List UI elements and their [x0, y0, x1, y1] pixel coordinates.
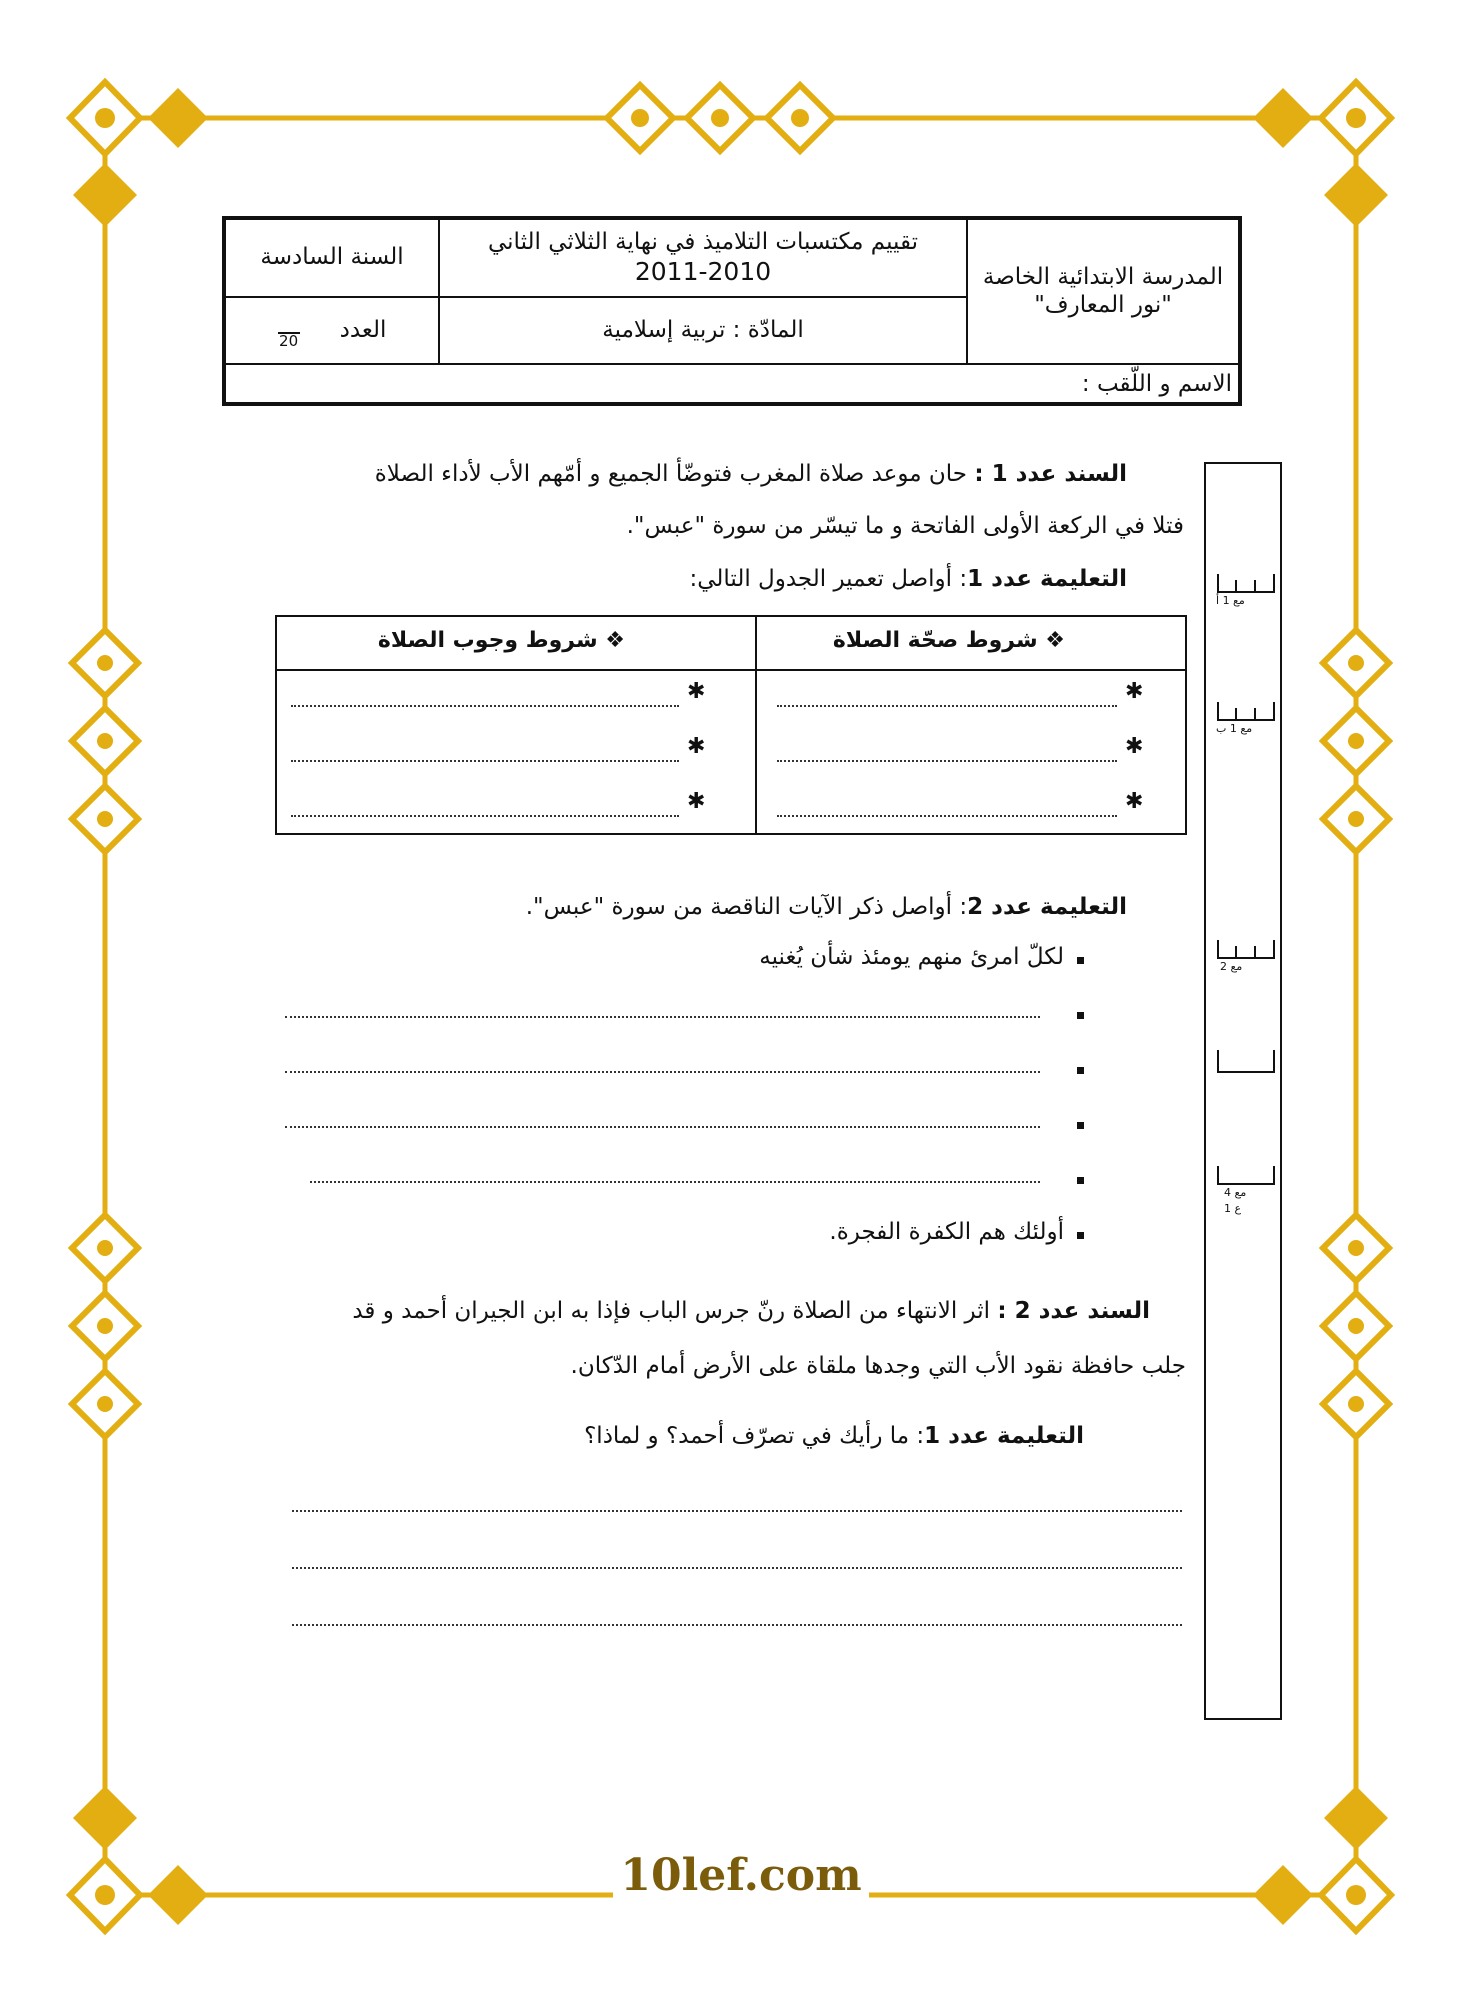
verse-last: أولئك هم الكفرة الفجرة.	[829, 1219, 1064, 1245]
site-watermark: 10lef.com	[613, 1850, 869, 1901]
instruction-3-text: : ما رأيك في تصرّف أحمد؟ و لماذا؟	[584, 1423, 925, 1449]
document-2-label: السند عدد 2 :	[997, 1298, 1150, 1324]
answer-line[interactable]	[777, 760, 1117, 762]
score-box	[226, 298, 438, 363]
row-star: ✱	[687, 789, 706, 814]
document-2-text1: اثر الانتهاء من الصلاة رنّ جرس الباب فإذا به ابن الجيران أحمد و قد	[352, 1298, 991, 1324]
school-name-line2: "نور المعارف"	[1034, 291, 1172, 318]
column-obligation-conditions: ❖ شروط وجوب الصلاة	[377, 628, 625, 653]
verse-answer-line[interactable]	[310, 1181, 1040, 1183]
document-2-line2: جلب حافظة نقود الأب التي وجدها ملقاة على الأرض أمام الدّكان.	[570, 1353, 1186, 1379]
school-name-line1: المدرسة الابتدائية الخاصة	[982, 263, 1224, 290]
instruction-3-title	[584, 1422, 1084, 1452]
grading-margin-column	[1204, 462, 1282, 1720]
instruction-1-text: : أواصل تعمير الجدول التالي:	[689, 566, 968, 592]
answer-line[interactable]	[777, 815, 1117, 817]
instruction-3-label: التعليمة عدد 1	[924, 1423, 1084, 1449]
verse-answer-line[interactable]	[285, 1071, 1040, 1073]
mark-criterion-4-sub: ع 1	[1224, 1202, 1242, 1215]
verse-first: لكلّ امرئ منهم يومئذ شأن يُغنيه	[759, 944, 1064, 970]
answer-line[interactable]	[291, 705, 679, 707]
document-1-line1	[375, 460, 1127, 490]
instruction-2-label: التعليمة عدد 2	[967, 894, 1127, 920]
opinion-answer-line[interactable]	[292, 1624, 1182, 1626]
bullet	[1077, 957, 1084, 964]
opinion-answer-line[interactable]	[292, 1567, 1182, 1569]
grading-brackets	[1210, 572, 1280, 1192]
bullet	[1077, 1177, 1084, 1184]
score-total: 20	[279, 332, 299, 350]
answer-line[interactable]	[777, 705, 1117, 707]
score-label: العدد	[339, 316, 387, 343]
exam-title-line2: 2011-2010	[634, 256, 772, 286]
bullet	[1077, 1067, 1084, 1074]
opinion-answer-line[interactable]	[292, 1510, 1182, 1512]
score-fraction	[278, 328, 300, 349]
document-1-text1: حان موعد صلاة المغرب فتوضّأ الجميع و أمّهم الأب لأداء الصلاة	[374, 461, 968, 487]
prayer-conditions-table	[275, 615, 1187, 835]
mark-criterion-2: مع 2	[1220, 960, 1243, 973]
instruction-2-text: : أواصل ذكر الآيات الناقصة من سورة "عبس".	[525, 894, 968, 920]
verse-answer-line[interactable]	[285, 1126, 1040, 1128]
answer-line[interactable]	[291, 760, 679, 762]
instruction-1-title	[689, 565, 1127, 595]
name-field-label: الاسم و اللّقب :	[1081, 370, 1232, 397]
row-star: ✱	[687, 734, 706, 759]
exam-title-line1: تقييم مكتسبات التلاميذ في نهاية الثلاثي الثاني	[487, 229, 919, 256]
school-name	[968, 220, 1238, 363]
row-star: ✱	[1125, 734, 1144, 759]
instruction-2-title	[526, 893, 1127, 923]
column-validity-conditions: ❖ شروط صحّة الصلاة	[832, 628, 1065, 653]
row-star: ✱	[1125, 789, 1144, 814]
exam-title	[440, 220, 966, 296]
mark-criterion-1b: مع 1 ب	[1216, 722, 1253, 735]
mark-criterion-4: مع 4	[1224, 1186, 1247, 1199]
document-2-line1	[352, 1297, 1150, 1327]
document-1-label: السند عدد 1 :	[974, 461, 1127, 487]
row-star: ✱	[687, 679, 706, 704]
header-table	[222, 216, 1242, 406]
verse-answer-line[interactable]	[285, 1016, 1040, 1018]
subject-label: المادّة : تربية إسلامية	[602, 316, 804, 343]
answer-line[interactable]	[291, 815, 679, 817]
bullet	[1077, 1122, 1084, 1129]
bullet	[1077, 1012, 1084, 1019]
school-year: السنة السادسة	[260, 244, 404, 271]
document-1-line2: فتلا في الركعة الأولى الفاتحة و ما تيسّر من سورة "عبس".	[626, 513, 1184, 539]
bullet	[1077, 1232, 1084, 1239]
instruction-1-label: التعليمة عدد 1	[967, 566, 1127, 592]
mark-criterion-1a: مع 1 أ	[1216, 594, 1245, 607]
row-star: ✱	[1125, 679, 1144, 704]
